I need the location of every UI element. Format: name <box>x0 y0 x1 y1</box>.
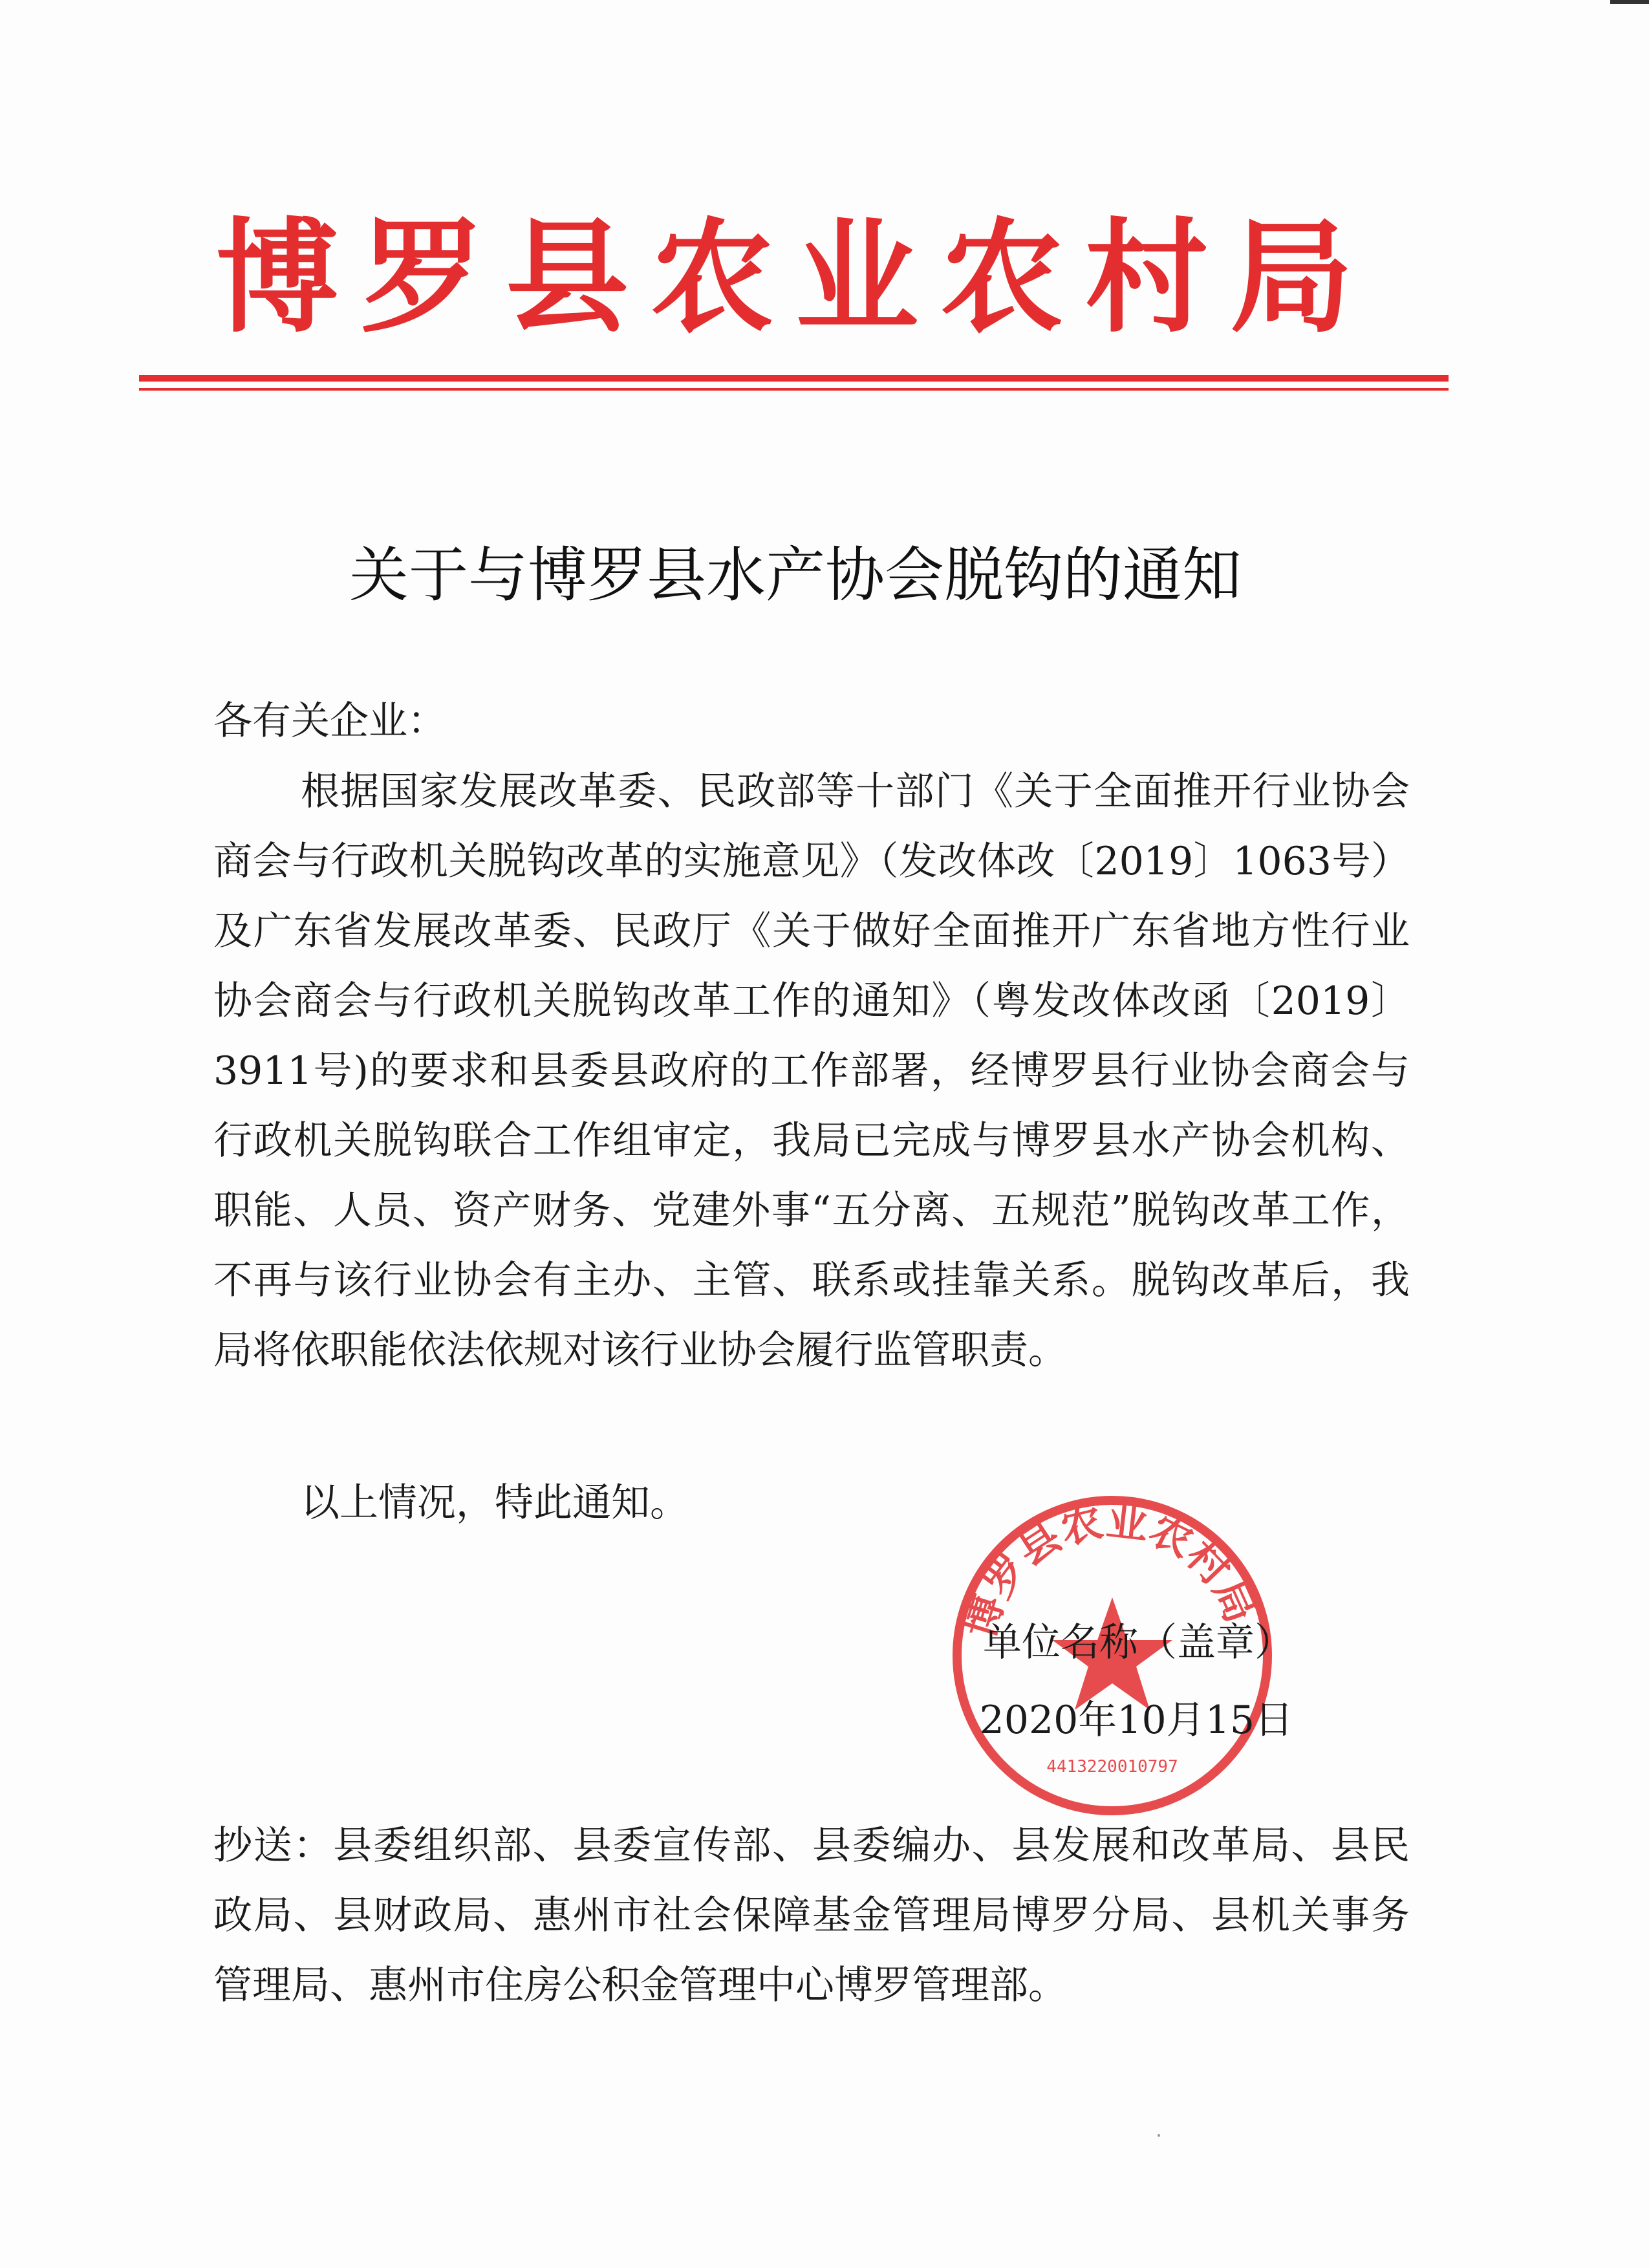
letterhead-red-rule-thin <box>139 388 1449 391</box>
closing-line: 以上情况，特此通知。 <box>301 1480 689 1526</box>
signoff-block <box>931 1604 1293 1759</box>
scan-corner-mark <box>1610 0 1649 4</box>
seal-arc-text: 博罗县农业农村局 <box>956 1496 1264 1643</box>
salutation: 各有关企业： <box>213 698 446 744</box>
letterhead-red-rule <box>139 375 1449 382</box>
signoff-unit-line: 单位名称（盖章） <box>983 1620 1293 1665</box>
body-paragraph: 根据国家发展改革委、民政部等十部门《关于全面推开行业协会商会与行政机关脱钩改革的实施意见》（发改体改〔2019〕1063号）及广东省发展改革委、民政厅《关于做好全面推开广东省地方性行业协会商会与行政机关脱钩改革工作的通知》（粤发改体改函〔2019〕3911号)的要求和县委县政府的工作部署，经博罗县行业协会商会与行政机关脱钩联合工作组审定，我局已完成与博罗县水产协会机构、职能、人员、资产财务、党建外事“五分离、五规范”脱钩改革工作，不再与该行业协会有主办、主管、联系或挂靠关系。脱钩改革后，我局将依职能依法依规对该行业协会履行监管职责。 <box>213 769 1410 1373</box>
letterhead-org-name: 博罗县农业农村局 <box>215 206 1375 349</box>
document-title: 关于与博罗县水产协会脱钩的通知 <box>349 541 1242 610</box>
cc-list: 抄送：县委组织部、县委宣传部、县委编办、县发展和改革局、县民政局、县财政局、惠州市社会保障基金管理局博罗分局、县机关事务管理局、惠州市住房公积金管理中心博罗管理部。 <box>213 1823 1410 2008</box>
signoff-date: 2020年10月15日 <box>979 1698 1293 1743</box>
scan-speck <box>1158 2134 1160 2137</box>
seal-code: 4413220010797 <box>1046 1757 1178 1777</box>
